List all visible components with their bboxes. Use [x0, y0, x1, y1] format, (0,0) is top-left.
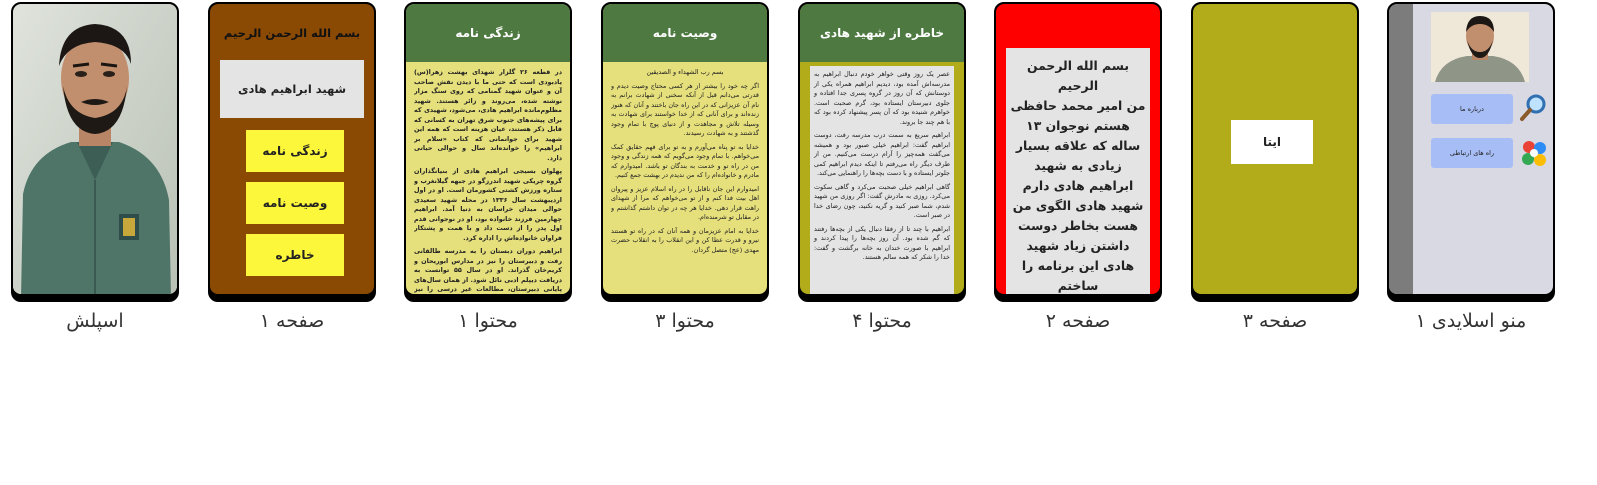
biography-text — [414, 68, 562, 294]
caption-page-3: صفحه ۳ — [1242, 310, 1308, 332]
about-us-label: درباره ما — [1460, 105, 1484, 113]
paragraph: گاهی ابراهیم خیلی صحبت می‌کرد و گاهی سکوت می‌کرد. روزی به مادرش گفت: اگر روزی من شهید شدم، شما صبر کنید و گریه نکنید، چون رضای خدا در صبر است. — [814, 182, 950, 219]
will-text — [611, 68, 759, 294]
contacts-icon — [1519, 138, 1549, 172]
screen-slide-menu[interactable] — [1387, 2, 1555, 302]
about-us-button[interactable] — [1431, 94, 1513, 124]
menu-rail — [1389, 4, 1413, 294]
header-memory: خاطره از شهید هادی — [800, 4, 964, 62]
header-will: وصیت نامه — [603, 4, 767, 62]
caption-content-3: محتوا ۳ — [655, 310, 715, 332]
paragraph: بسم رب الشهداء و الصدیقین — [646, 68, 724, 76]
caption-splash: اسپلش — [66, 310, 124, 332]
paragraph: ابراهیم سریع به سمت درب مدرسه رفت، دوست ابراهیم گفت: ابراهیم خیلی صبور بود و همیشه می‌گفت همه‌چیز را آرام درست می‌کنیم. من از طرف دیگر راه می‌رفتم تا اینکه دیدم ابراهیم کمی جلوتر ایستاده و با دست بچه‌ها را راهنمایی می‌کند. — [814, 131, 950, 177]
caption-content-1: محتوا ۱ — [458, 310, 518, 332]
header-biography: زندگی نامه — [406, 4, 570, 62]
paragraph: در قطعه ۲۶ گلزار شهدای بهشت زهرا(س) یادبودی است که حتی ما با دیدن نقش صاحب آن و عنوان شهید گمنامی که روی سنگ مزار نوشته شده، می‌روند و زائر هستند. شهید مظلوم‌مانده ابراهیم هادی، می‌شود، شهیدی که برای پیشه‌های جنوب شرق تهران به کسانی که قابل ذکر هستند، عیان هزینه است که همه این شهید برای جوانمانی که کتاب «سلام بر ابراهیم» را خوانده‌اند سال و حوالی حیاتی دارد. — [414, 68, 562, 162]
memory-button[interactable]: خاطره — [246, 234, 344, 276]
portrait-image — [13, 4, 177, 294]
caption-content-4: محتوا ۴ — [852, 310, 912, 332]
paragraph: خدایا به تو پناه می‌آورم و به تو برای فهم حقایق کمک می‌خواهم. با تمام وجود می‌گویم که همه زندگی و وجود من در راه تو و خدمت به بندگان تو باشد. امیدوارم که مادرم و خانواده‌ام را که من ندیدم در بهشت جمع کنیم. — [611, 142, 759, 179]
paragraph: ابراهیم دوران دبستان را به مدرسه طالقانی رفت و دبیرستان را نیز در مدارس ابوریحان و کریم‌خان گذراند. او در سال ۵۵ توانست به دریافت دیپلم ادبی نائل شود. از همان سال‌های پایانی دبیرستان، مطالعات غیر درسی را نیز — [414, 247, 562, 293]
paragraph: امیدوارم این جان ناقابل را در راه اسلام عزیز و پیروان اهل بیت فدا کنم و از تو می‌خواهم که مرا از شهدای راهت قرار دهی. خدایا هر چه در توان داشتم گذاشتم و در مقابل تو شرمنده‌ام. — [611, 184, 759, 221]
paragraph: اگر چه خود را بیشتر از هر کسی محتاج وصیت دیدم و قدرتی می‌دانم قبل از آنکه سخنی از شهادت برانم به نام آن عزیزانی که در این راه جان باختند و آنان که هنوز زنده‌اند و برای آنانی که از خدا خواستند برای شهادت به وسیله تلاش و مجاهدت و از دنیای پوچ با تمام وجود گذشتند و به شهادت رسیدند. — [611, 81, 759, 137]
screen-content-4[interactable] — [798, 2, 966, 302]
screen-page-2[interactable] — [994, 2, 1162, 302]
contact-ways-button[interactable] — [1431, 138, 1513, 168]
caption-slide-menu: منو اسلایدی ۱ — [1415, 310, 1527, 332]
caption-page-1: صفحه ۱ — [259, 310, 325, 332]
caption-page-2: صفحه ۲ — [1045, 310, 1111, 332]
bismillah-title: بسم الله الرحمن الرحيم — [223, 26, 361, 40]
screen-page-1[interactable] — [208, 2, 376, 302]
memory-text — [810, 66, 954, 294]
screen-page-3[interactable] — [1191, 2, 1359, 302]
will-button[interactable]: وصیت نامه — [246, 182, 344, 224]
screen-content-3[interactable] — [601, 2, 769, 302]
eitaa-button[interactable]: ایتا — [1231, 120, 1313, 164]
paragraph: خدایا به امام عزیزمان و همه آنان که در راه تو هستند نیرو و قدرت عطا کن و این انقلاب را به انقلاب حضرت مهدی (عج) متصل گردان. — [611, 226, 759, 254]
paragraph: عصر یک روز وقتی خواهر خودم دنبال ابراهیم به مدرسه‌اش آمده بود، دیدیم ابراهیم همراه یکی از دوستانش که آن روز در گروه پسری جدا افتاده و جلوی دبیرستان ایستاده بود، گرم صحبت است. خواهرم شنیده بود که آن پسر پیشنهاد کرده بود که با هم چند جا بروند. — [814, 70, 950, 126]
screen-content-1[interactable] — [404, 2, 572, 302]
biography-button[interactable]: زندگی نامه — [246, 130, 344, 172]
paragraph: پهلوان بسیجی ابراهیم هادی از بنیانگذاران گروه چریکی شهید اندرزگو در جبهه گیلانغرب و ستاره ورزش کشتی کشورمان است. او در اول اردیبهشت سال ۱۳۳۶ در محله شهید سعیدی حوالی میدان خراسان به دنیا آمد. ابراهیم چهارمین فرزند خانواده بود، او در نوجوانی قدم اول پدر را از دست داد و با همت و پشتکار فراوان خانواده‌اش را اداره کرد. — [414, 167, 562, 242]
martyr-name-box: شهید ابراهیم هادی — [220, 60, 364, 118]
contact-ways-label: راه های ارتباطی — [1449, 149, 1495, 157]
search-icon — [1519, 92, 1549, 126]
about-message: بسم الله الرحمن الرحیم من امیر محمد حافظی هستم نوجوان ۱۳ ساله که علاقه بسیار زیادی به شهید ابراهیم هادی دارم شهید هادی الگوی من هست بخاطر دوست داشتن زیاد شهید هادی این برنامه را ساختم — [1006, 48, 1150, 294]
paragraph: ابراهیم با چند تا از رفقا دنبال یکی از بچه‌ها رفتند که گم شده بود. آن روز بچه‌ها را پیدا کردند و ابراهیم با صورت خندان به خانه برگشت و گفت: خدا را شکر که همه سالم هستند. — [814, 224, 950, 261]
avatar — [1431, 12, 1529, 82]
screen-splash[interactable] — [11, 2, 179, 302]
